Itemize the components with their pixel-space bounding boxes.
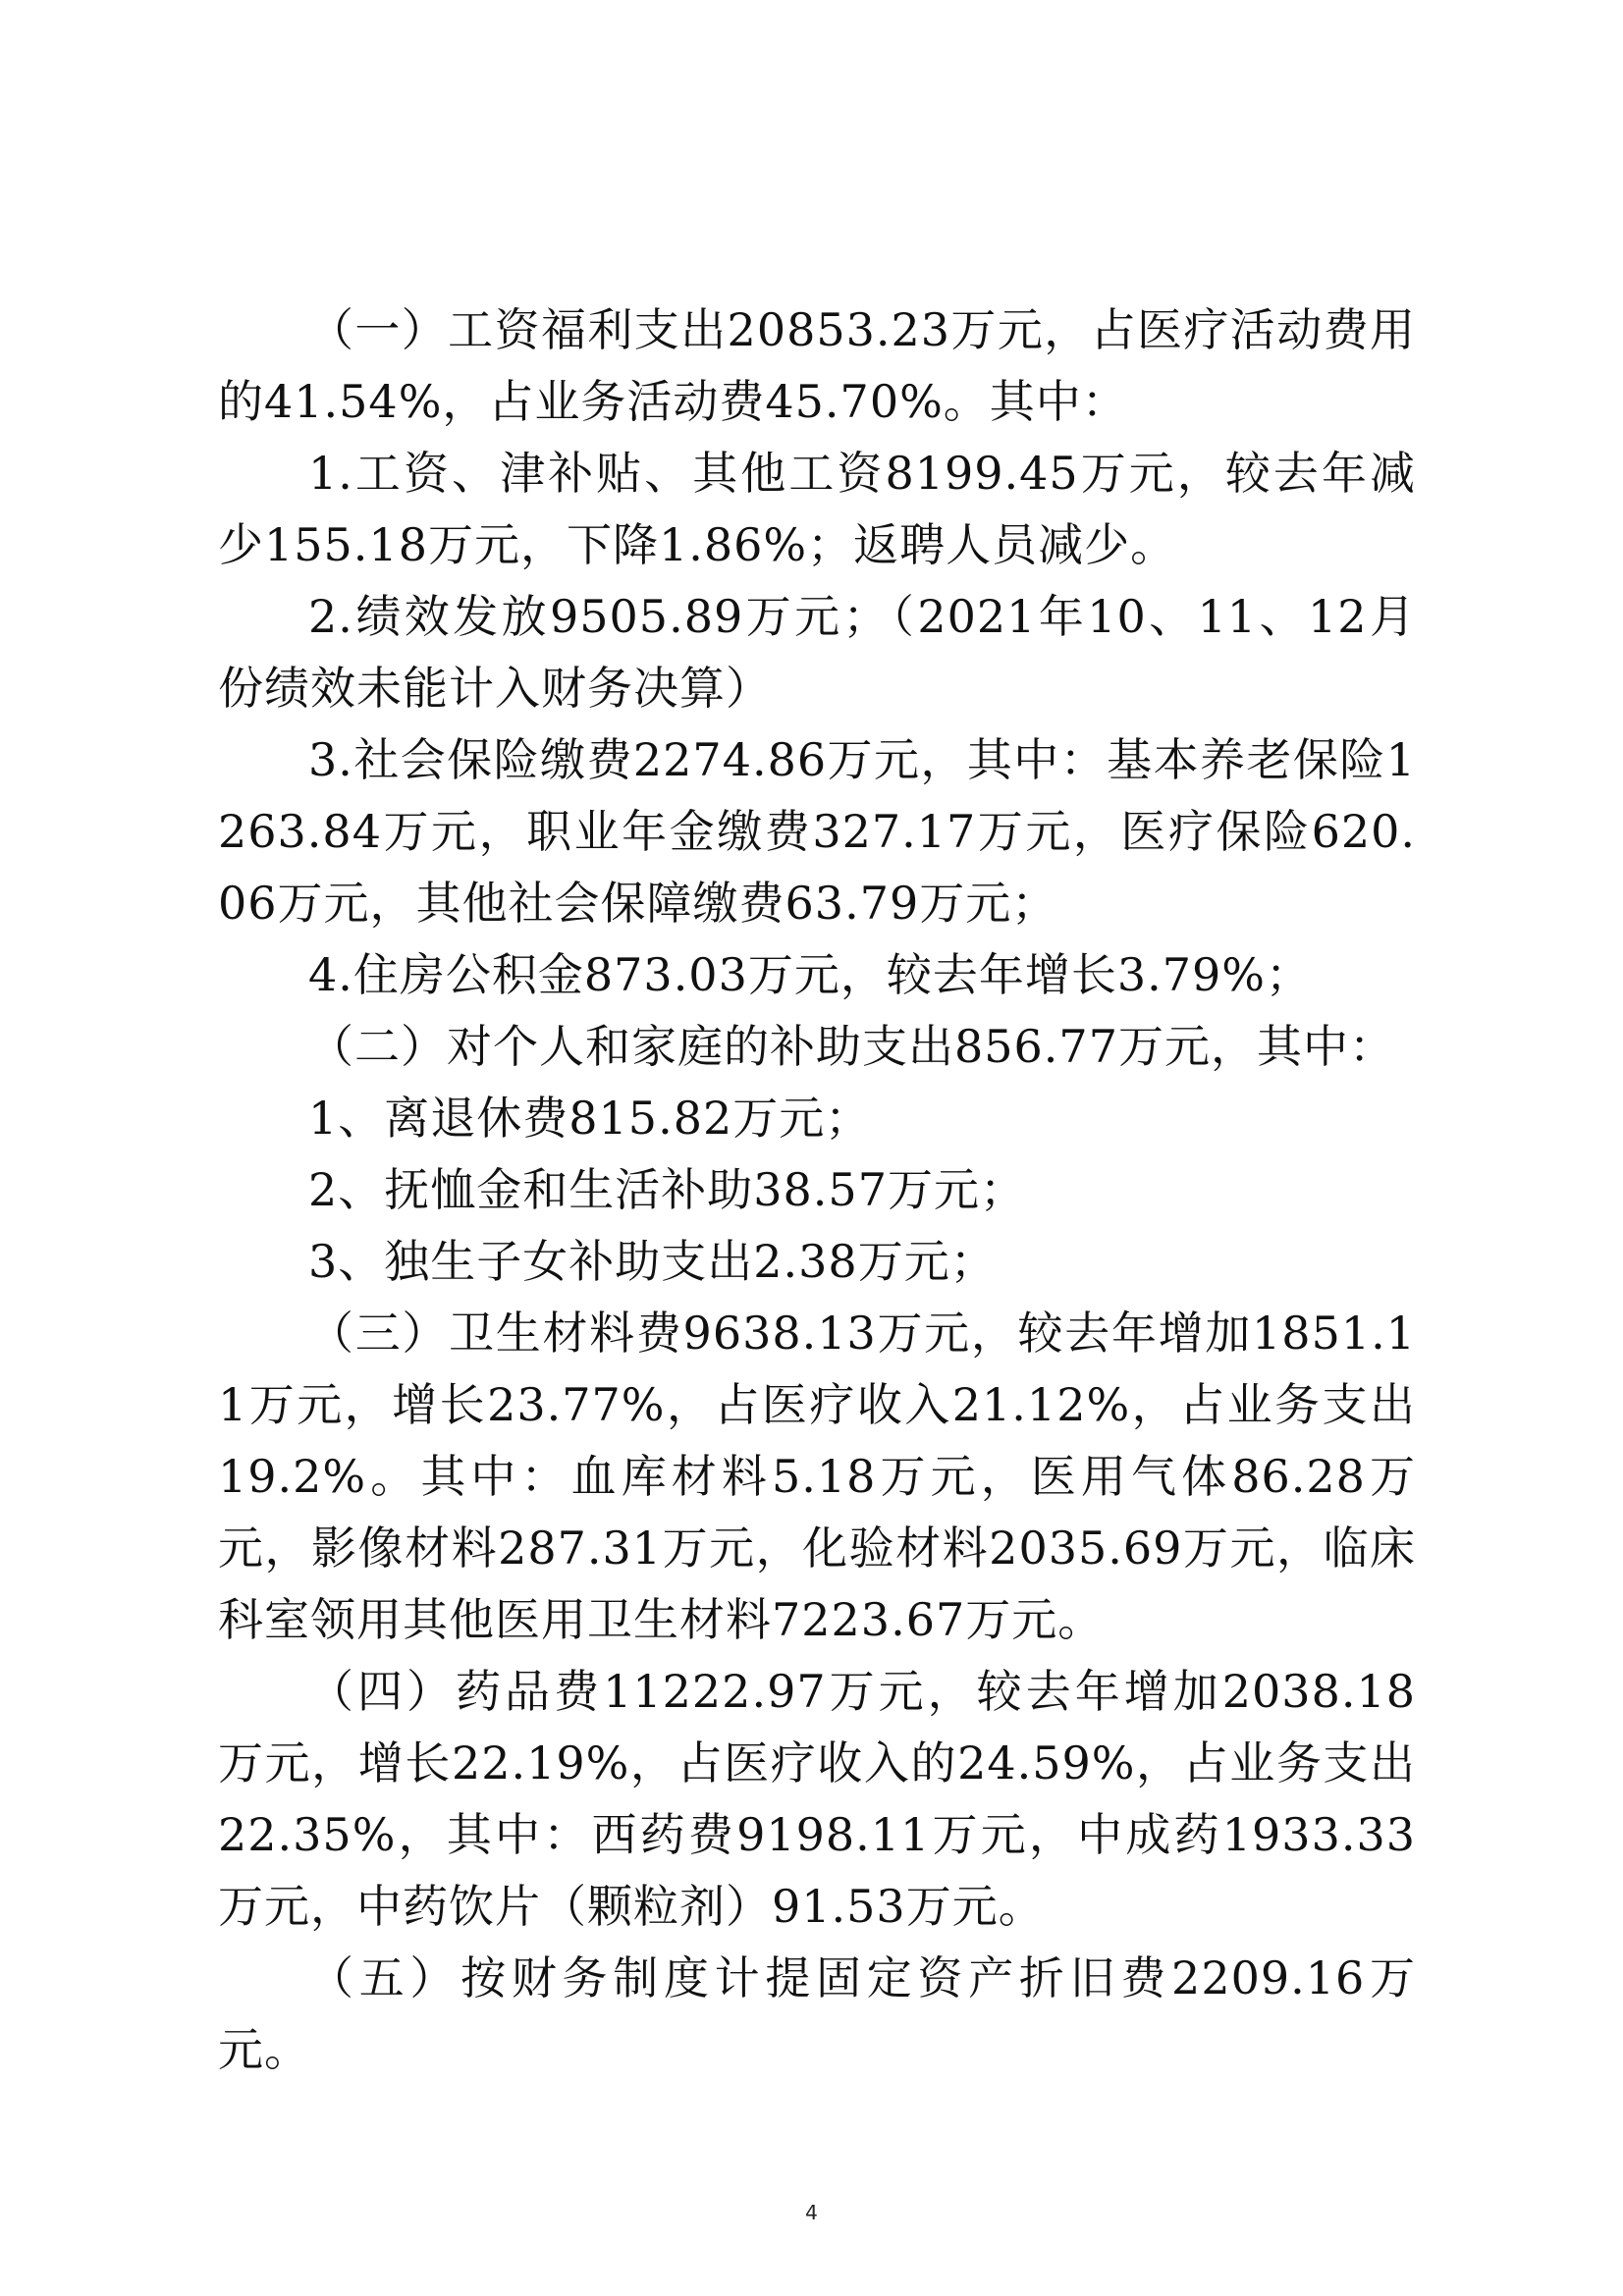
paragraph-personal-subsidies: （二）对个人和家庭的补助支出856.77万元，其中： (308, 1020, 1395, 1073)
paragraph-pension-subsidy: 2、抚恤金和生活补助38.57万元； (308, 1163, 1026, 1216)
document-body (218, 294, 1416, 2086)
paragraph-retirement-fee: 1、离退休费815.82万元； (308, 1092, 872, 1145)
paragraph-housing-fund: 4.住房公积金873.03万元，较去年增长3.79%； (308, 948, 1312, 1001)
page-number: 4 (805, 2201, 818, 2224)
paragraph-drug-costs: （四）药品费11222.97万元，较去年增加2038.18万元，增长22.19%，占医疗收入的24.59%，占业务支出22.35%，其中：西药费9198.11万元，中成药1933.33万元，中药饮片（颗粒剂）91.53万元。 (218, 1665, 1416, 1933)
paragraph-salaries: 1.工资、津补贴、其他工资8199.45万元，较去年减少155.18万元，下降1.86%；返聘人员减少。 (218, 447, 1416, 571)
paragraph-social-insurance: 3.社会保险缴费2274.86万元，其中：基本养老保险1263.84万元，职业年金缴费327.17万元，医疗保险620.06万元，其他社会保障缴费63.79万元； (218, 733, 1416, 930)
paragraph-depreciation: （五）按财务制度计提固定资产折旧费2209.16万元。 (218, 1951, 1416, 2076)
paragraph-performance-pay: 2.绩效发放9505.89万元；（2021年10、11、12月份绩效未能计入财务决算） (218, 590, 1416, 715)
paragraph-only-child-subsidy: 3、独生子女补助支出2.38万元； (308, 1235, 997, 1288)
paragraph-medical-materials: （三）卫生材料费9638.13万元，较去年增加1851.11万元，增长23.77%，占医疗收入21.12%，占业务支出19.2%。其中：血库材料5.18万元，医用气体86.28万元，影像材料287.31万元，化验材料2035.69万元，临床科室领用其他医用卫生材料7223.67万元。 (218, 1307, 1416, 1646)
paragraph-wages-benefits: （一）工资福利支出20853.23万元，占医疗活动费用的41.54%，占业务活动费45.70%。其中： (218, 303, 1416, 428)
